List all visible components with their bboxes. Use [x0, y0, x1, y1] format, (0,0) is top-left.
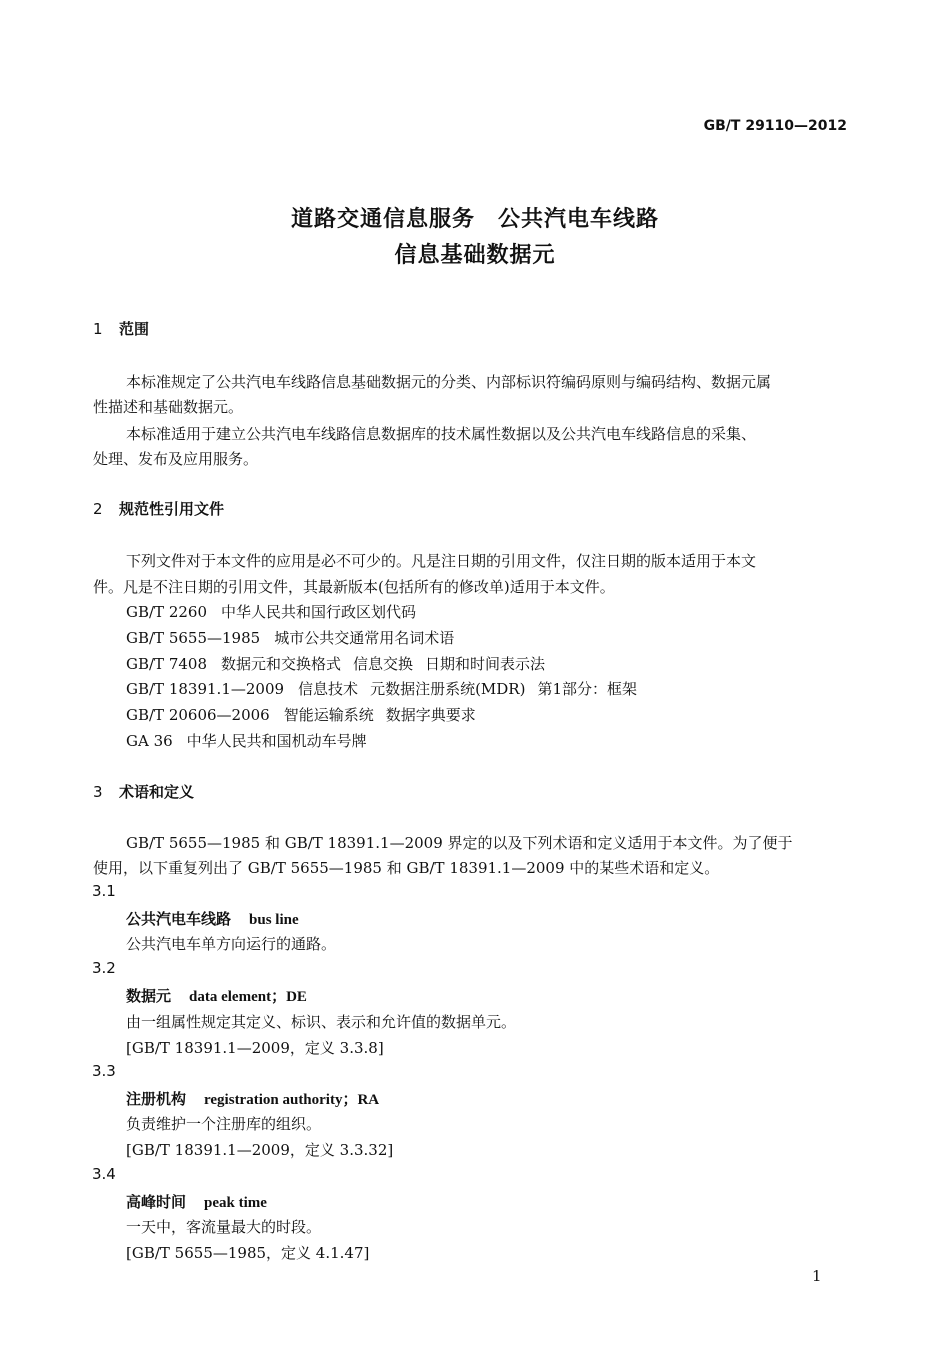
section-title: 规范性引用文件: [119, 500, 225, 518]
reference-title: 数据字典要求: [385, 706, 476, 724]
reference-code: GB/T 18391.1—2009: [126, 680, 285, 698]
term-source: [GB/T 18391.1—2009，定义 3.3.32]: [126, 1141, 394, 1159]
section-title: 范围: [119, 320, 150, 338]
term-chinese: 公共汽电车线路: [126, 910, 232, 928]
normative-reference: [126, 704, 488, 725]
section-number: 1: [93, 320, 103, 338]
term-chinese: 注册机构: [126, 1090, 187, 1108]
term-definition: 公共汽电车单方向运行的通路。: [126, 935, 337, 953]
term-source: [GB/T 18391.1—2009，定义 3.3.8]: [126, 1039, 384, 1057]
paragraph-line: 使用，以下重复列出了 GB/T 5655—1985 和 GB/T 18391.1—2009 中的某些术语和定义。: [93, 859, 720, 877]
normative-reference: [126, 678, 649, 699]
reference-title: 第1部分：框架: [537, 680, 637, 698]
page-number: 1: [812, 1267, 822, 1285]
term-definition: 由一组属性规定其定义、标识、表示和允许值的数据单元。: [126, 1013, 517, 1031]
term-entry: [126, 1088, 379, 1109]
reference-code: GB/T 7408: [126, 655, 208, 673]
term-english: peak time: [204, 1195, 267, 1211]
term-english: bus line: [249, 912, 299, 928]
reference-title: 元数据注册系统(MDR): [370, 680, 526, 698]
term-chinese: 高峰时间: [126, 1193, 187, 1211]
paragraph-line: 本标准适用于建立公共汽电车线路信息数据库的技术属性数据以及公共汽电车线路信息的采集、: [126, 425, 757, 443]
paragraph-line: 性描述和基础数据元。: [93, 398, 244, 416]
reference-title: 日期和时间表示法: [425, 655, 546, 673]
term-definition: 负责维护一个注册库的组织。: [126, 1115, 322, 1133]
reference-title: 数据元和交换格式: [221, 655, 342, 673]
section-title: 术语和定义: [119, 783, 195, 801]
clause-number: 3.2: [92, 959, 116, 977]
reference-code: GB/T 2260: [126, 603, 208, 621]
paragraph-line: 处理、发布及应用服务。: [93, 450, 259, 468]
section-2-heading: [93, 498, 224, 519]
term-english: data element；DE: [189, 989, 307, 1005]
term-entry: [126, 1191, 267, 1212]
reference-title: 信息技术: [298, 680, 359, 698]
clause-number: 3.1: [92, 882, 116, 900]
reference-title: 城市公共交通常用名词术语: [274, 629, 455, 647]
reference-code: GB/T 20606—2006: [126, 706, 270, 724]
standard-number: GB/T 29110—2012: [703, 118, 847, 134]
term-english: registration authority；RA: [204, 1092, 380, 1108]
paragraph-line: GB/T 5655—1985 和 GB/T 18391.1—2009 界定的以及下列术语和定义适用于本文件。为了便于: [126, 834, 793, 852]
section-3-heading: [93, 781, 194, 802]
reference-title: 智能运输系统: [283, 706, 374, 724]
reference-title: 中华人民共和国机动车号牌: [186, 732, 367, 750]
section-number: 3: [93, 783, 103, 801]
term-definition: 一天中，客流量最大的时段。: [126, 1218, 322, 1236]
document-title-line2: 信息基础数据元: [394, 243, 556, 268]
clause-number: 3.3: [92, 1062, 116, 1080]
paragraph-line: 本标准规定了公共汽电车线路信息基础数据元的分类、内部标识符编码原则与编码结构、数据元属: [126, 373, 772, 391]
normative-reference: [126, 730, 379, 751]
reference-code: GB/T 5655—1985: [126, 629, 261, 647]
normative-reference: [126, 601, 428, 622]
term-chinese: 数据元: [126, 987, 172, 1005]
normative-reference: [126, 653, 557, 674]
term-source: [GB/T 5655—1985，定义 4.1.47]: [126, 1244, 370, 1262]
paragraph-line: 件。凡是不注日期的引用文件，其最新版本(包括所有的修改单)适用于本文件。: [93, 578, 615, 596]
section-number: 2: [93, 500, 103, 518]
normative-reference: [126, 627, 466, 648]
reference-code: GA 36: [126, 732, 173, 750]
term-entry: [126, 985, 307, 1006]
reference-title: 中华人民共和国行政区划代码: [221, 603, 417, 621]
clause-number: 3.4: [92, 1165, 116, 1183]
section-1-heading: [93, 318, 149, 339]
paragraph-line: 下列文件对于本文件的应用是必不可少的。凡是注日期的引用文件，仅注日期的版本适用于本文: [126, 552, 757, 570]
document-title-line1: 道路交通信息服务 公共汽电车线路: [290, 207, 659, 232]
term-entry: [126, 908, 299, 929]
reference-title: 信息交换: [353, 655, 414, 673]
